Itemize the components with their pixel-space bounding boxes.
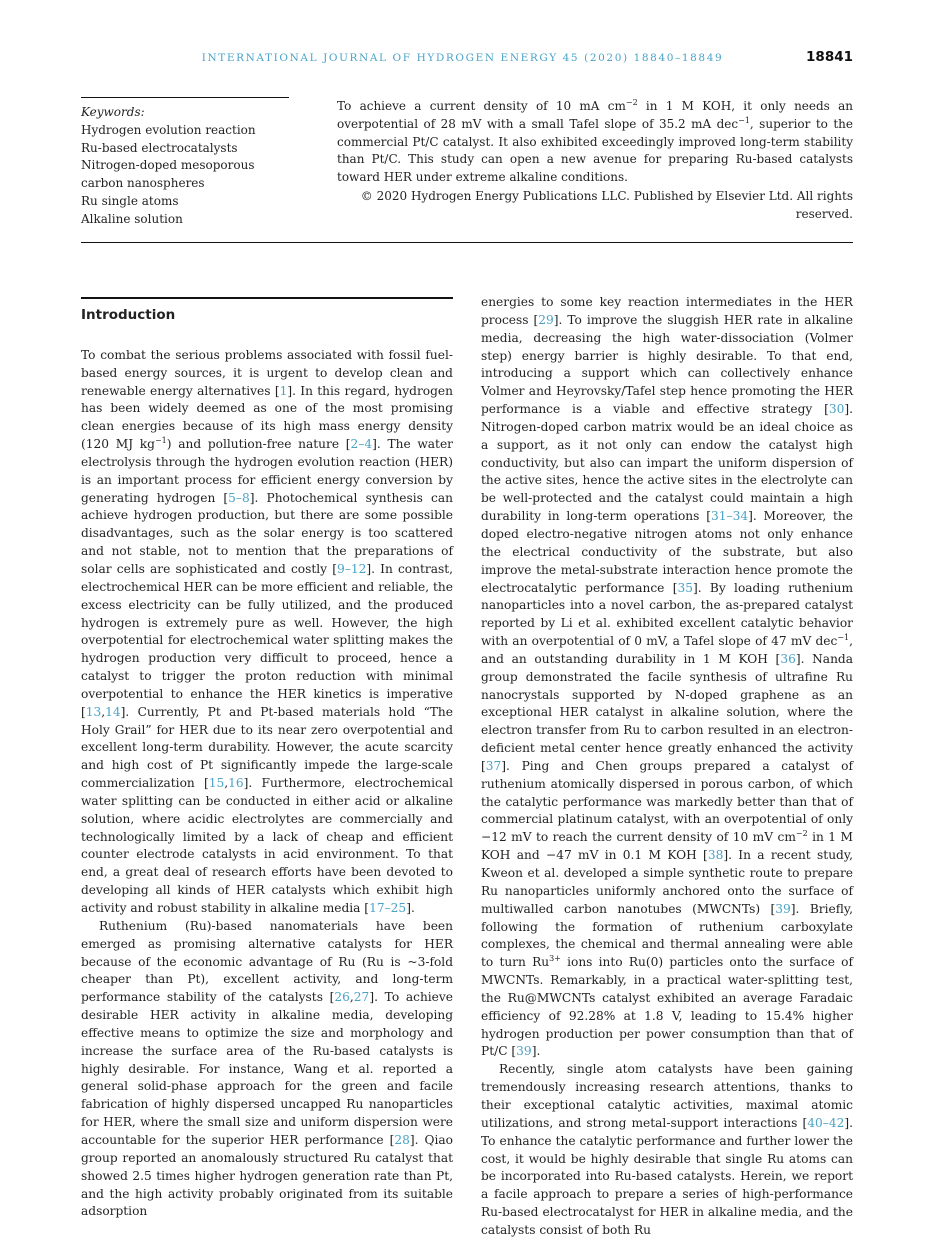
- citation-link[interactable]: 26: [334, 990, 350, 1005]
- section-divider: [81, 242, 853, 243]
- citation-link[interactable]: 2–4: [350, 437, 373, 452]
- paragraph: Recently, single atom catalysts have been gaining tremendously increasing research attentions, thanks to their exceptional catalytic activities, maximal atomic utilizations, and strong metal-support interactions [40–42]. To enhance the catalytic performance and further lower the cost, it would be highly desirable that single Ru atoms can be incorporated into Ru-based catalysts. Herein, we report a facile approach to prepare a series of high-performance Ru-based electrocatalyst for HER in alkaline media, and the catalysts consist of both Ru: [481, 1062, 853, 1237]
- citation-link[interactable]: 37: [485, 758, 502, 773]
- citation-link[interactable]: 15: [208, 776, 225, 791]
- intro-rule: [81, 297, 453, 299]
- citation-link[interactable]: 35: [677, 580, 693, 595]
- keyword-item: Alkaline solution: [81, 211, 183, 226]
- citation-link[interactable]: 27: [353, 990, 370, 1005]
- copyright-line: © 2020 Hydrogen Energy Publications LLC. Published by Elsevier Ltd. All rights reserved.: [360, 188, 853, 221]
- left-column: [81, 297, 453, 1221]
- citation-link[interactable]: 17–25: [369, 901, 407, 915]
- keyword-item: Nitrogen-doped mesoporous carbon nanospheres: [81, 158, 255, 191]
- citation-link[interactable]: 28: [394, 1132, 410, 1147]
- citation-link[interactable]: 38: [707, 848, 724, 863]
- right-column: [481, 294, 853, 1240]
- abstract: [337, 98, 853, 224]
- citation-link[interactable]: 39: [775, 901, 791, 916]
- citation-link[interactable]: 40–42: [807, 1115, 845, 1130]
- citation-link[interactable]: 39: [516, 1044, 532, 1059]
- paragraph: To combat the serious problems associated with fossil fuel-based energy sources, it is urgent to develop clean and renewable energy alternatives [1]. In this regard, hydrogen has been widely deemed as one of the most promising clean energies because of its high mass energy density (120 MJ $kg^{-1}$) and pollution-free nature [2–4]. The water electrolysis through the hydrogen evolution reaction (HER) is an important process for efficient energy conversion by generating hydrogen [5–8]. Photochemical synthesis can achieve hydrogen production, but there are some possible disadvantages, such as the solar energy is too scattered and not stable, not to mention that the preparations of solar cells are sophisticated and costly [9–12]. In contrast, electrochemical HER can be more efficient and reliable, the excess electricity can be fully utilized, and the produced hydrogen is extremely pure as well. However, the high overpotential for electrochemical water splitting makes the hydrogen production very difficult to proceed, hence a catalyst to trigger the proton reduction with minimal overpotential to enhance the HER kinetics is imperative [13,14]. Currently, Pt and Pt-based materials hold “The Holy Grail” for HER due to its near zero overpotential and excellent long-term durability. However, the acute scarcity and high cost of Pt significantly impede the large-scale commercialization [15,16]. Furthermore, electrochemical water splitting can be conducted in either acid or alkaline solution, where acidic electrolytes are commercially and technologically limited by a lack of cheap and efficient counter electrode catalysts in acid environment. To that end, a great deal of research efforts have been devoted to developing all kinds of HER catalysts which exhibit high activity and robust stability in alkaline media [17–25].: [81, 347, 453, 915]
- page-number: 18841: [806, 49, 853, 65]
- citation-link[interactable]: 30: [828, 402, 845, 417]
- citation-link[interactable]: 36: [780, 651, 796, 666]
- keyword-item: Hydrogen evolution reaction: [81, 122, 256, 137]
- keywords-rule: [81, 97, 289, 98]
- citation-link[interactable]: 31–34: [710, 509, 749, 524]
- citation-link[interactable]: 14: [105, 704, 121, 719]
- keyword-item: Ru single atoms: [81, 193, 179, 208]
- citation-link[interactable]: 13: [85, 704, 102, 719]
- abstract-text: To achieve a current density of 10 mA $cm^{-2}$ in 1 M KOH, it only needs an overpotential of 28 mV with a small Tafel slope of 35.2 mA dec$^{-1}$, superior to the commercial Pt/C catalyst. It also exhibited exceedingly improved long-term stability than Pt/C. This study can open a new avenue for preparing Ru-based catalysts toward HER under extreme alkaline conditions.: [337, 98, 853, 185]
- keywords-block: [81, 104, 296, 229]
- running-head: INTERNATIONAL JOURNAL OF HYDROGEN ENERGY 45 (2020) 18840–18849: [201, 52, 724, 64]
- paragraph: Ruthenium (Ru)-based nanomaterials have been emerged as promising alternative catalysts for HER because of the economic advantage of Ru (Ru is ~3-fold cheaper than Pt), excellent activity, and long-term performance stability of the catalysts [26,27]. To achieve desirable HER activity in alkaline media, developing effective means to optimize the size and morphology and increase the surface area of the Ru-based catalysts is highly desirable. For instance, Wang et al. reported a general solid-phase approach for the green and facile fabrication of highly dispersed uncapped Ru nanoparticles for HER, where the small size and uniform dispersion were accountable for the superior HER performance [28]. Qiao group reported an anomalously structured Ru catalyst that showed 2.5 times higher hydrogen generation rate than Pt, and the high activity probably originated from its suitable adsorption: [81, 918, 453, 1219]
- citation-link[interactable]: 29: [538, 312, 554, 327]
- keyword-item: Ru-based electrocatalysts: [81, 140, 238, 155]
- citation-link[interactable]: 5–8: [228, 490, 250, 505]
- citation-link[interactable]: 1: [279, 383, 288, 398]
- citation-link[interactable]: 9–12: [336, 561, 367, 576]
- section-heading-introduction: Introduction: [81, 307, 176, 323]
- keywords-title: Keywords:: [81, 105, 145, 119]
- paragraph: energies to some key reaction intermediates in the HER process [29]. To improve the sluggish HER rate in alkaline media, decreasing the high water-dissociation (Volmer step) energy barrier is highly desirable. To that end, introducing a support which can collectively enhance Volmer and Heyrovsky/Tafel step hence promoting the HER performance is a viable and effective strategy [30]. Nitrogen-doped carbon matrix would be an ideal choice as a support, as it not only can endow the catalyst high conductivity, but also can impart the uniform dispersion of the active sites, hence the active sites in the electrolyte can be well-protected and the catalyst could maintain a high durability in long-term operations [31–34]. Moreover, the doped electro-negative nitrogen atoms not only enhance the electrical conductivity of the substrate, but also improve the metal-substrate interaction hence promote the electrocatalytic performance [35]. By loading ruthenium nanoparticles into a novel carbon, the as-prepared catalyst reported by Li et al. exhibited excellent catalytic behavior with an overpotential of 0 mV, a Tafel slope of 47 mV dec$^{-1}$, and an outstanding durability in 1 M KOH [36]. Nanda group demonstrated the facile synthesis of ultrafine Ru nanocrystals supported by N-doped graphene as an exceptional HER catalyst in alkaline solution, where the electron transfer from Ru to carbon resulted in an electron-deficient metal center hence greatly enhanced the activity [37]. Ping and Chen groups prepared a catalyst of ruthenium atomically dispersed in porous carbon, of which the catalytic performance was markedly better than that of commercial platinum catalyst, with an overpotential of only −12 mV to reach the current density of 10 mV $cm^{-2}$ in 1 M KOH and −47 mV in 0.1 M KOH [38]. In a recent study, Kweon et al. developed a simple synthetic route to prepare Ru nanoparticles uniformly anchored onto the surface of multiwalled carbon nanotubes (MWCNTs) [39]. Briefly, following the formation of ruthenium carboxylate complexes, the chemical and thermal annealing were able to turn $Ru^{3+}$ ions into Ru(0) particles onto the surface of MWCNTs. Remarkably, in a practical water-splitting test, the Ru@MWCNTs catalyst exhibited an average Faradaic efficiency of 92.28% at 1.8 V, leading to 15.4% higher hydrogen production per power consumption than that of Pt/C [39].: [481, 295, 854, 1059]
- citation-link[interactable]: 16: [228, 776, 244, 791]
